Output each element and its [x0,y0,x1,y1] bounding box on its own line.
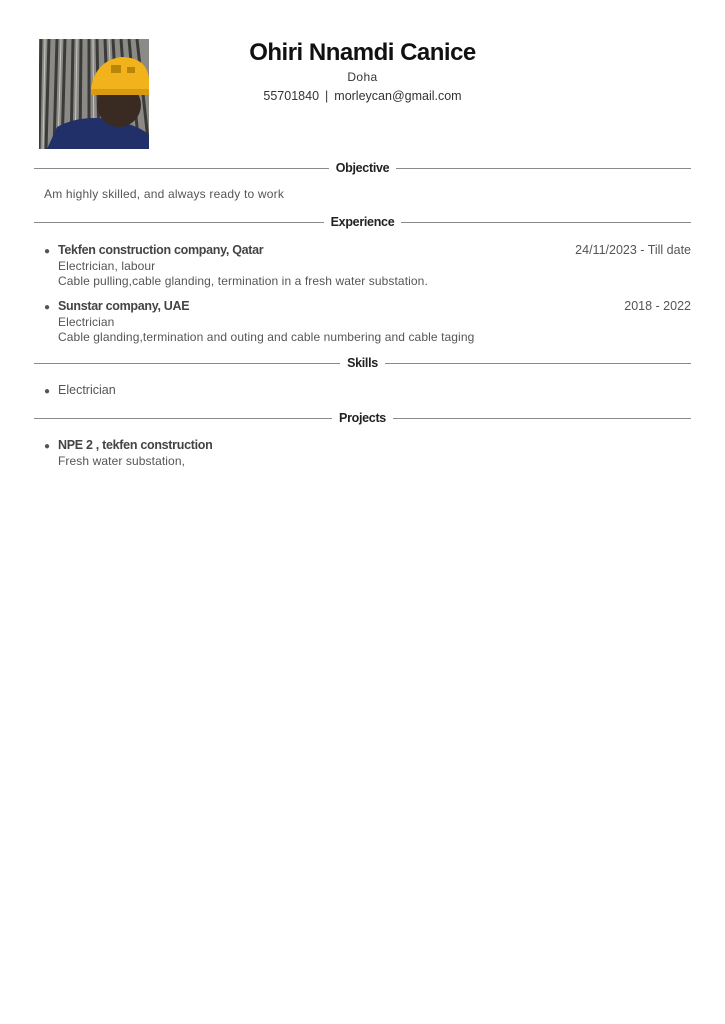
divider-line [396,168,691,169]
candidate-city: Doha [347,70,378,84]
experience-date: 2018 - 2022 [624,299,691,313]
divider-line [34,363,340,364]
experience-description: Cable pulling,cable glanding, termination in a fresh water substation. [58,274,428,288]
experience-company: Tekfen construction company, Qatar [58,243,264,257]
section-title-experience: Experience [330,215,395,229]
divider-line [34,418,332,419]
phone-number: 55701840 [263,89,320,103]
experience-date: 24/11/2023 - Till date [575,243,691,257]
bullet-icon: ● [44,246,51,257]
divider-line [385,363,691,364]
section-heading-skills [34,355,691,371]
divider-line [393,418,691,419]
bullet-icon: ● [44,302,51,313]
section-title-skills: Skills [347,356,378,370]
section-title-objective: Objective [335,161,390,175]
experience-role: Electrician, labour [58,259,156,273]
experience-item [44,241,691,289]
candidate-name: Ohiri Nnamdi Canice [249,39,476,66]
experience-role: Electrician [58,315,115,329]
section-heading-experience [34,214,691,230]
project-name: NPE 2 , tekfen construction [58,438,213,452]
objective-text: Am highly skilled, and always ready to work [44,187,285,201]
bullet-icon: ● [44,441,51,452]
divider-line [401,222,691,223]
skill-item [44,381,691,399]
profile-photo [39,39,149,149]
bullet-icon: ● [44,386,51,397]
section-heading-projects [34,410,691,426]
section-title-projects: Projects [339,411,386,425]
email-address: morleycan@gmail.com [334,89,462,103]
experience-item [44,297,691,345]
contact-separator: | [325,89,329,103]
divider-line [34,222,324,223]
contact-line [160,88,565,104]
skill-name: Electrician [58,383,116,397]
project-item [44,436,691,469]
divider-line [34,168,329,169]
experience-company: Sunstar company, UAE [58,299,190,313]
section-heading-objective [34,160,691,176]
experience-description: Cable glanding,termination and outing and cable numbering and cable taging [58,330,475,344]
project-description: Fresh water substation, [58,454,186,468]
profile-photo-image [39,39,149,149]
resume-header [160,38,565,104]
